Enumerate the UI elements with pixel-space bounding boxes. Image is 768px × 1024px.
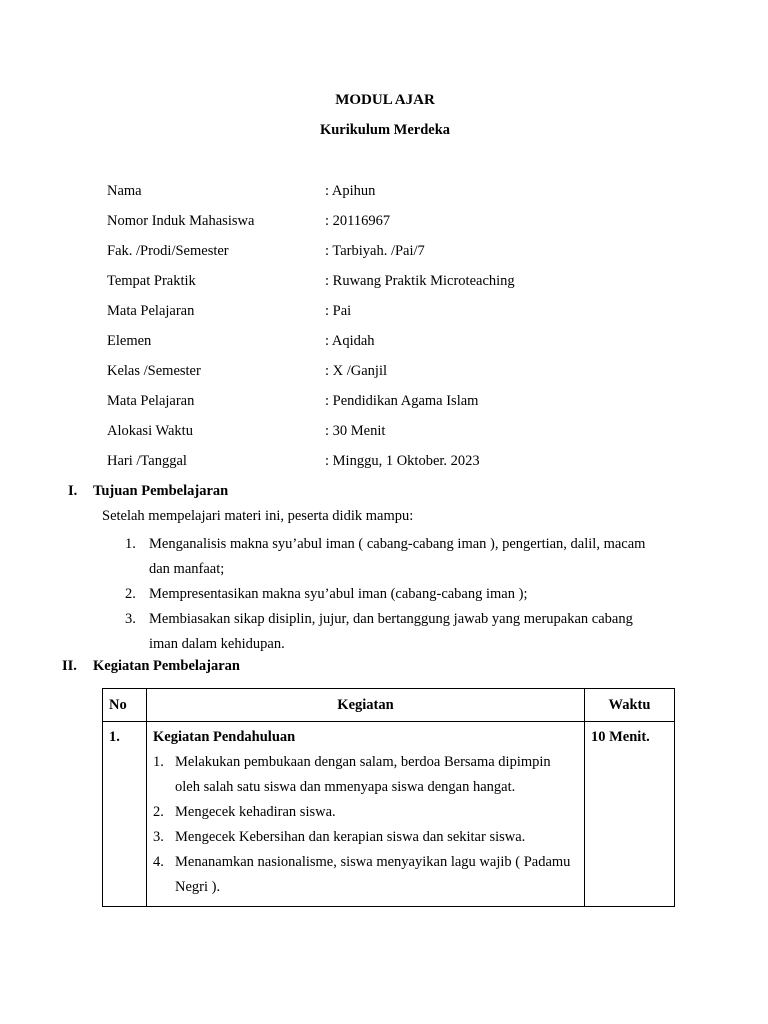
list-number: 3.: [125, 611, 136, 627]
info-value: : 30 Menit: [325, 423, 386, 439]
info-value: : Ruwang Praktik Microteaching: [325, 273, 515, 289]
activities-table: [102, 688, 675, 907]
cell-kegiatan: [147, 722, 585, 907]
info-value: : Tarbiyah. /Pai/7: [325, 243, 425, 259]
row-number: 1.: [109, 729, 120, 745]
list-item: [153, 750, 578, 800]
list-text: Menganalisis makna syu’abul iman ( cabang-cabang iman ), pengertian, dalil, macam dan manfaat;: [149, 536, 646, 577]
document-title: MODUL AJAR: [335, 92, 435, 108]
document-subtitle: Kurikulum Merdeka: [319, 122, 451, 138]
info-label: Nomor Induk Mahasiswa: [107, 213, 255, 229]
info-value: : Apihun: [325, 183, 376, 199]
section-title: Tujuan Pembelajaran: [93, 483, 229, 499]
list-number: 2.: [153, 804, 164, 820]
activity-list: [153, 750, 578, 900]
info-label: Tempat Praktik: [107, 273, 196, 289]
header-kegiatan: Kegiatan: [147, 689, 585, 722]
objectives-intro: Setelah mempelajari materi ini, peserta didik mampu:: [102, 508, 414, 524]
cell-no: [103, 722, 147, 907]
list-text: Melakukan pembukaan dengan salam, berdoa Bersama dipimpin oleh salah satu siswa dan mmenyapa siswa dengan hangat.: [175, 754, 551, 795]
info-value: : Pai: [325, 303, 352, 319]
info-label: Kelas /Semester: [107, 363, 201, 379]
list-item: [121, 607, 661, 657]
section-number: I.: [68, 483, 78, 499]
list-text: Menanamkan nasionalisme, siswa menyayikan lagu wajib ( Padamu Negri ).: [175, 854, 571, 895]
info-value: : X /Ganjil: [325, 363, 388, 379]
list-number: 1.: [125, 536, 136, 552]
info-value: : Minggu, 1 Oktober. 2023: [325, 453, 480, 469]
list-text: Mengecek kehadiran siswa.: [175, 804, 336, 820]
info-label: Mata Pelajaran: [107, 303, 195, 319]
list-item: [153, 800, 578, 825]
info-value: : 20116967: [325, 213, 391, 229]
info-value: : Pendidikan Agama Islam: [325, 393, 479, 409]
info-label: Alokasi Waktu: [107, 423, 193, 439]
table-row: [103, 722, 675, 907]
duration-value: 10 Menit.: [591, 729, 650, 745]
section-title: Kegiatan Pembelajaran: [93, 658, 240, 674]
list-item: [153, 825, 578, 850]
list-item: [153, 850, 578, 900]
info-label: Hari /Tanggal: [107, 453, 187, 469]
list-text: Mempresentasikan makna syu’abul iman (cabang-cabang iman );: [149, 586, 528, 602]
objectives-list: [121, 532, 661, 657]
list-text: Mengecek Kebersihan dan kerapian siswa dan sekitar siswa.: [175, 829, 526, 845]
info-label: Elemen: [107, 333, 152, 349]
list-text: Membiasakan sikap disiplin, jujur, dan bertanggung jawab yang merupakan cabang iman dalam kehidupan.: [149, 611, 633, 652]
info-value: : Aqidah: [325, 333, 375, 349]
info-label: Mata Pelajaran: [107, 393, 195, 409]
section-number: II.: [62, 658, 77, 674]
list-number: 3.: [153, 829, 164, 845]
info-label: Nama: [107, 183, 142, 199]
list-item: [121, 532, 661, 582]
list-number: 2.: [125, 586, 136, 602]
table-header-row: [103, 689, 675, 722]
cell-waktu: [585, 722, 675, 907]
list-number: 1.: [153, 754, 164, 770]
info-label: Fak. /Prodi/Semester: [107, 243, 229, 259]
header-waktu: Waktu: [585, 689, 675, 722]
header-no: No: [103, 689, 147, 722]
activity-title: Kegiatan Pendahuluan: [153, 729, 296, 745]
list-number: 4.: [153, 854, 164, 870]
list-item: [121, 582, 661, 607]
